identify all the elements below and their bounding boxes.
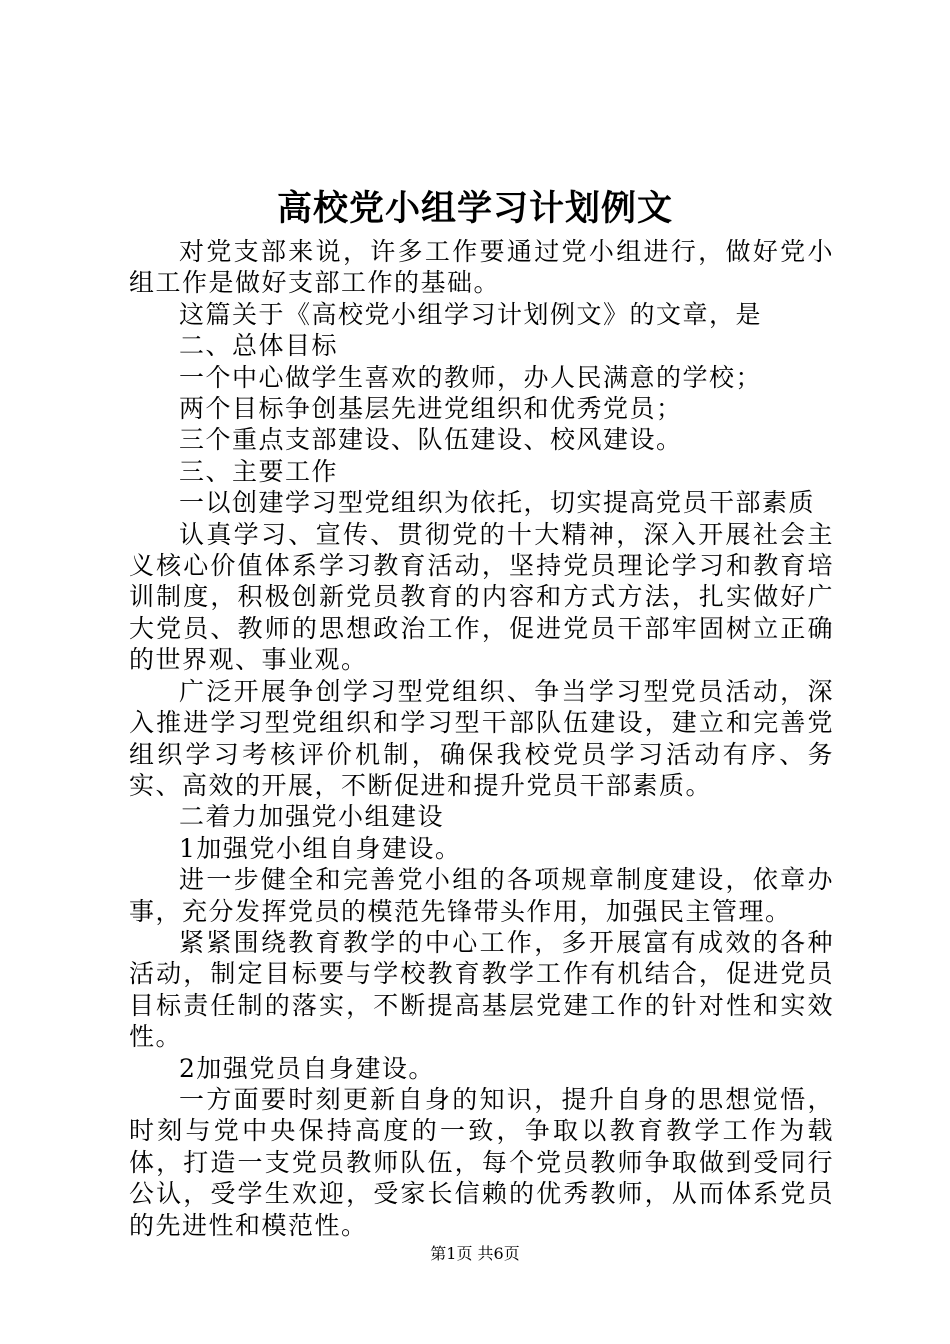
paragraph-three-focuses: 三个重点支部建设、队伍建设、校风建设。 <box>179 425 683 455</box>
paragraph-teaching-activities: 紧紧围绕教育教学的中心工作，多开展富有成效的各种活动，制定目标要与学校教育教学工作有机结合，促进党员目标责任制的落实，不断提高基层党建工作的针对性和实效性。 <box>129 927 834 1052</box>
document-body <box>129 236 834 1241</box>
section-heading-overall-goals: 二、总体目标 <box>179 331 339 361</box>
section-heading-main-work: 三、主要工作 <box>179 456 339 486</box>
paragraph-self-improvement: 一方面要时刻更新自身的知识，提升自身的思想觉悟，时刻与党中央保持高度的一致，争取以教育教学工作为载体，打造一支党员教师队伍，每个党员教师争取做到受同行公认，受学生欢迎，受家长信赖的优秀教师，从而体系党员的先进性和模范性。 <box>129 1084 834 1240</box>
subheading-learning-organization: 一以创建学习型党组织为依托，切实提高党员干部素质 <box>179 488 816 518</box>
paragraph-two-goals: 两个目标争创基层先进党组织和优秀党员； <box>179 394 683 424</box>
paragraph-one-center: 一个中心做学生喜欢的教师，办人民满意的学校； <box>179 362 763 392</box>
paragraph-study: 认真学习、宣传、贯彻党的十大精神，深入开展社会主义核心价值体系学习教育活动，坚持党员理论学习和教育培训制度，积极创新党员教育的内容和方式方法，扎实做好广大党员、教师的思想政治工作，促进党员干部牢固树立正确的世界观、事业观。 <box>129 519 834 675</box>
item-2-heading: 2加强党员自身建设。 <box>179 1053 435 1083</box>
subheading-party-group-building: 二着力加强党小组建设 <box>179 802 445 832</box>
page-footer: 第1页 共6页 <box>430 1244 520 1263</box>
document-title: 高校党小组学习计划例文 <box>276 188 673 229</box>
paragraph-1: 对党支部来说，许多工作要通过党小组进行，做好党小组工作是做好支部工作的基础。 <box>129 237 834 298</box>
paragraph-2: 这篇关于《高校党小组学习计划例文》的文章，是 <box>179 299 763 329</box>
paragraph-learning-activities: 广泛开展争创学习型党组织、争当学习型党员活动，深入推进学习型党组织和学习型干部队伍建设，建立和完善党组织学习考核评价机制，确保我校党员学习活动有序、务实、高效的开展，不断促进和提升党员干部素质。 <box>129 676 834 800</box>
item-1-heading: 1加强党小组自身建设。 <box>179 833 462 863</box>
paragraph-regulations: 进一步健全和完善党小组的各项规章制度建设，依章办事，充分发挥党员的模范先锋带头作用，加强民主管理。 <box>129 865 834 926</box>
